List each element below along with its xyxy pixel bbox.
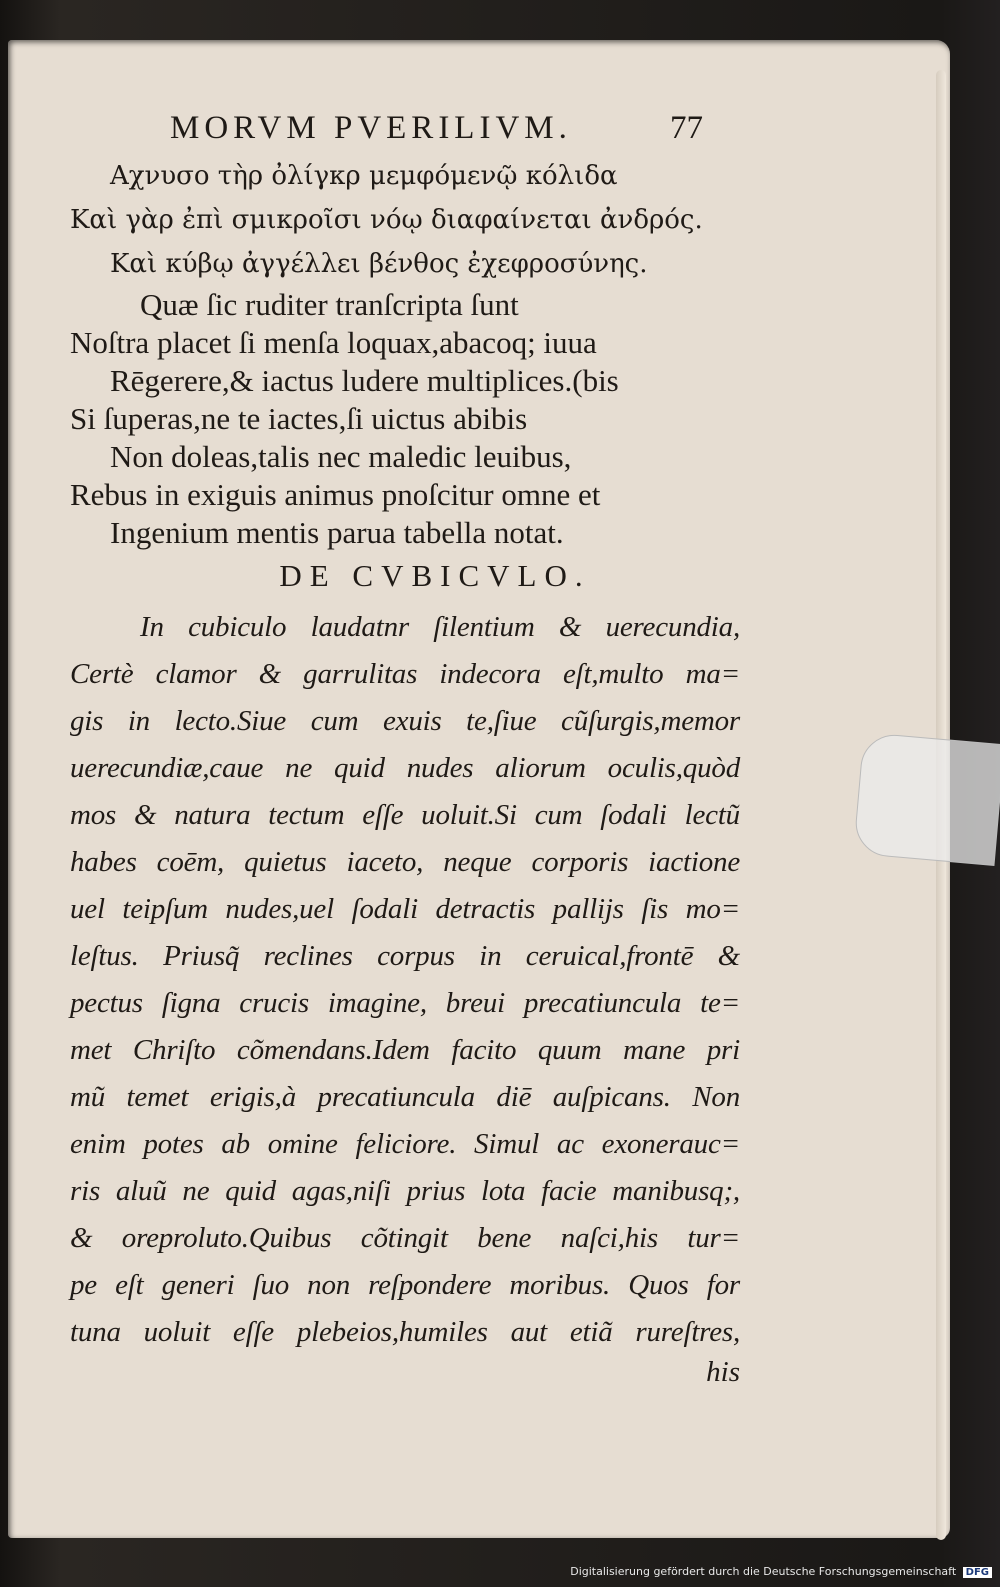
page-text xyxy=(70,80,740,1389)
prose-line: pectus ſigna crucis imagine, breui precatiuncula te= xyxy=(70,987,740,1019)
catchword: his xyxy=(706,1356,740,1388)
prose-line: uel teipſum nudes,uel ſodali detractis pallijs ſis mo= xyxy=(70,893,740,925)
prose-line: pe eſt generi ſuo non reſpondere moribus. Quos for xyxy=(70,1269,740,1301)
prose-line: ris aluũ ne quid agas,niſi prius lota facie manibusq;, xyxy=(70,1175,740,1207)
verse-line: Quæ ſic ruditer tranſcripta ſunt xyxy=(140,287,519,322)
prose-line: In cubiculo laudatnr ſilentium & uerecundia, xyxy=(140,611,740,643)
prose-line: tuna uoluit eſſe plebeios,humiles aut etiã rureſtres, xyxy=(70,1316,740,1348)
dfg-logo: DFG xyxy=(963,1567,992,1578)
credit-text: Digitalisierung gefördert durch die Deutsche Forschungsgemeinschaft xyxy=(570,1565,957,1578)
prose-line: mos & natura tectum eſſe uoluit.Si cum ſodali lectũ xyxy=(70,799,740,831)
prose-line: leſtus. Priusq̃ reclines corpus in ceruical,frontē & xyxy=(70,940,740,972)
verse-line: Ingenium mentis parua tabella notat. xyxy=(110,515,564,550)
page-number: 77 xyxy=(670,110,703,146)
prose-line: mũ temet erigis,à precatiuncula diē auſpicans. Non xyxy=(70,1081,740,1113)
prose-line: enim potes ab omine feliciore. Simul ac exonerauc= xyxy=(70,1128,740,1160)
running-title: MORVM PVERILIVM. xyxy=(170,110,572,146)
prose-line: habes coēm, quietus iaceto, neque corporis iactione xyxy=(70,846,740,878)
prose-paragraph xyxy=(70,604,740,1356)
prose-line: uerecundiæ,caue ne quid nudes aliorum oculis,quòd xyxy=(70,752,740,784)
greek-verse xyxy=(70,154,740,286)
verse-line: Si ſuperas,ne te iactes,ſi uictus abibis xyxy=(70,401,528,436)
prose-line: Certè clamor & garrulitas indecora eſt,multo ma= xyxy=(70,658,740,690)
verse-line: Noſtra placet ſi menſa loquax,abacoq; iuua xyxy=(70,325,597,360)
digitization-credit xyxy=(570,1565,992,1581)
greek-line: Αχνυσο τὴρ ὀλίγκρ μεμφόμενῷ κόλιδα xyxy=(110,161,618,191)
greek-line: Καὶ κύβῳ ἀγγέλλει βένθος ἐχεφροσύνης. xyxy=(110,249,648,279)
verse-line: Rēgerere,& iactus ludere multiplices.(bis xyxy=(110,363,619,398)
greek-line: Καὶ γὰρ ἐπὶ σμικροῖσι νόῳ διαφαίνεται ἀνδρός. xyxy=(70,205,703,235)
page-tab-marker xyxy=(853,732,1000,866)
prose-line: & oreproluto.Quibus cõtingit bene naſci,his tur= xyxy=(70,1222,740,1254)
verse-line: Non doleas,talis nec maledic leuibus, xyxy=(110,439,572,474)
verse-line: Rebus in exiguis animus pnoſcitur omne et xyxy=(70,477,601,512)
latin-verse xyxy=(70,286,740,552)
running-header xyxy=(70,80,740,146)
prose-line: met Chriſto cõmendans.Idem facito quum mane pri xyxy=(70,1034,740,1066)
prose-line: gis in lecto.Siue cum exuis te,ſiue cũſurgis,memor xyxy=(70,705,740,737)
section-title: DE CVBICVLO. xyxy=(279,558,591,593)
